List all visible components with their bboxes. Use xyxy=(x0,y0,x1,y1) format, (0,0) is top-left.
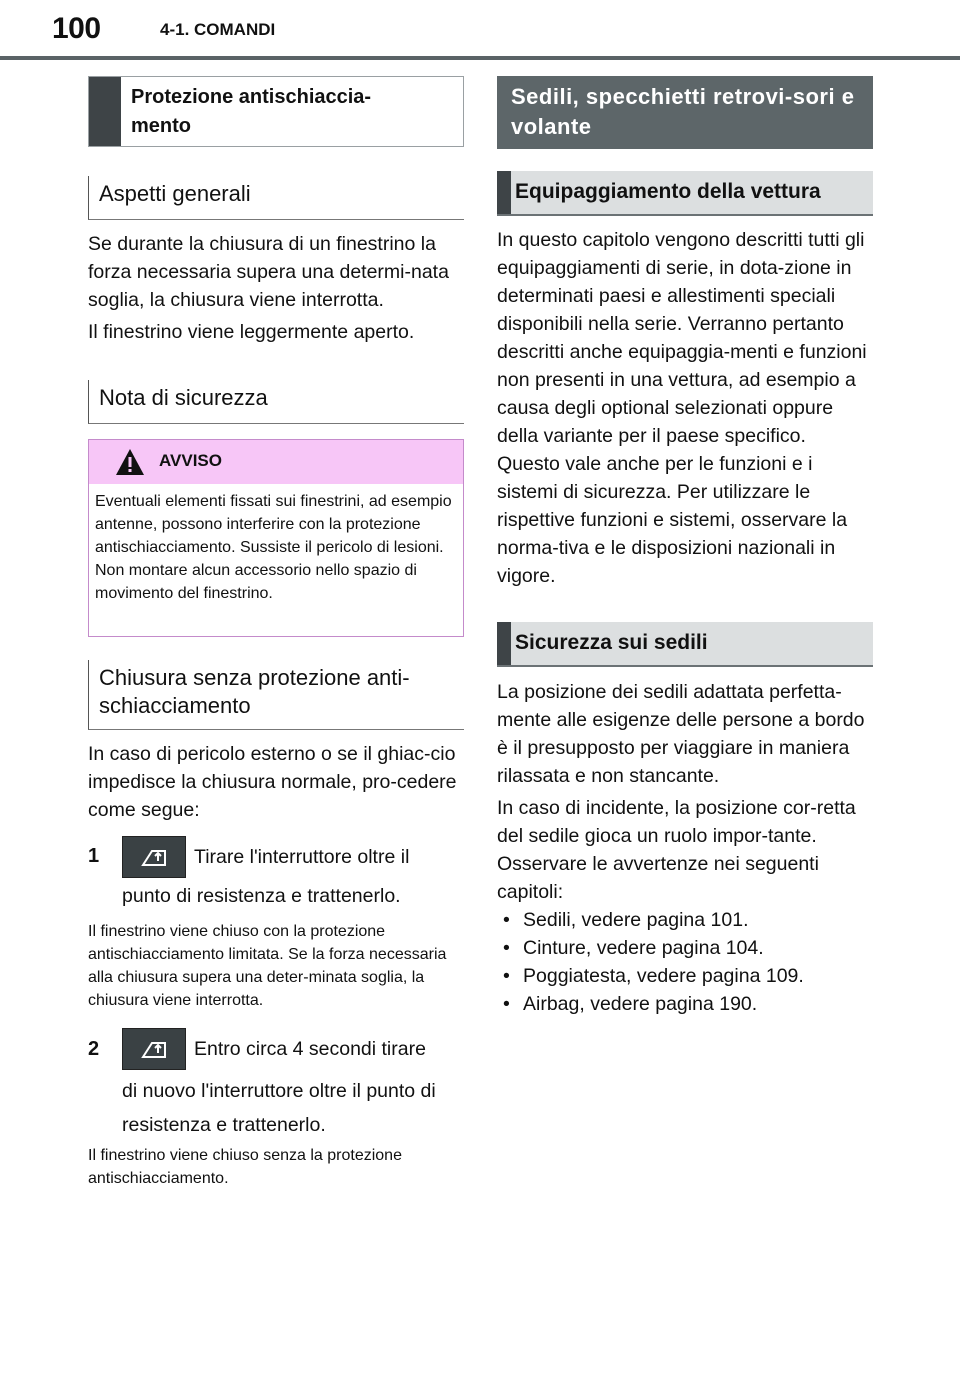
step1-note: Il finestrino viene chiuso con la protezione antischiacciamento limitata. Se la forza necessaria alla chiusura supera una deter-minata soglia, la chiusura viene interrotta. xyxy=(88,923,447,1009)
subhead-seat-safety xyxy=(497,622,873,667)
warning-box xyxy=(88,439,464,637)
window-pull-icon xyxy=(140,1037,168,1061)
step2-text-b: di nuovo l'interruttore oltre il punto di resistenza e trattenerlo. xyxy=(122,1080,436,1136)
step2-text-a: Entro circa 4 secondi tirare xyxy=(194,1038,426,1060)
warning-title-bar xyxy=(89,440,463,484)
paragraph-seat-position: La posizione dei sedili adattata perfetta-mente alle esigenze delle persone a bordo è il presupposto per viaggiare in maniera rilassata e non stancante. xyxy=(497,681,865,787)
subhead-equipment xyxy=(497,171,873,216)
section-title-text: Protezione antischiaccia-mento xyxy=(131,86,372,137)
section-title-bar xyxy=(89,77,121,146)
step1-text-a: Tirare l'interruttore oltre il xyxy=(194,846,410,868)
section-title-seats: Sedili, specchietti retrovi-sori e volante xyxy=(497,76,873,149)
subhead-safety-note: Nota di sicurezza xyxy=(88,380,464,424)
subhead-general: Aspetti generali xyxy=(88,176,464,220)
warning-body: Eventuali elementi fissati sui finestrini, ad esempio antenne, possono interferire con la protezione antischiacciamento. Sussiste il pericolo di lesioni. Non montare alcun accessorio nello spazio di movimento del finestrino. xyxy=(95,493,452,602)
reference-list xyxy=(497,906,873,1018)
subhead-no-antipinch: Chiusura senza protezione anti-schiacciamento xyxy=(88,660,464,730)
list-item: • Sedili, vedere pagina 101. xyxy=(497,906,873,934)
window-switch-icon xyxy=(122,836,186,878)
step-number: 2 xyxy=(88,1038,100,1060)
list-item: • Cinture, vedere pagina 104. xyxy=(497,934,873,962)
page-number: 100 xyxy=(52,12,101,45)
paragraph-external-danger: In caso di pericolo esterno o se il ghiac-cio impedisce la chiusura normale, pro-cedere come segue: xyxy=(88,743,457,821)
paragraph-window-opened: Il finestrino viene leggermente aperto. xyxy=(88,321,415,343)
paragraph-accident: In caso di incidente, la posizione cor-retta del sedile gioca un ruolo impor-tante. Osservare le avvertenze nei seguenti capitoli: xyxy=(497,797,856,903)
running-head: 4-1. COMANDI xyxy=(160,20,276,39)
paragraph-general: Se durante la chiusura di un finestrino la forza necessaria supera una determi-nata soglia, la chiusura viene interrotta. xyxy=(88,233,449,311)
warning-triangle-icon xyxy=(115,448,145,476)
subhead-bar xyxy=(497,171,511,214)
section-title-antipinch xyxy=(88,76,464,147)
subhead-bar xyxy=(497,622,511,665)
list-item: • Airbag, vedere pagina 190. xyxy=(497,990,873,1018)
step2-note: Il finestrino viene chiuso senza la protezione antischiacciamento. xyxy=(88,1147,402,1187)
step1-text-b: punto di resistenza e trattenerlo. xyxy=(122,885,401,907)
window-switch-icon xyxy=(122,1028,186,1070)
header-rule xyxy=(0,56,960,60)
subhead-seat-safety-text: Sicurezza sui sedili xyxy=(515,631,708,654)
warning-title: AVVISO xyxy=(159,451,222,470)
window-pull-icon xyxy=(140,845,168,869)
list-item: • Poggiatesta, vedere pagina 109. xyxy=(497,962,873,990)
subhead-equipment-text: Equipaggiamento della vettura xyxy=(515,180,821,203)
step-number: 1 xyxy=(88,845,100,867)
paragraph-equipment: In questo capitolo vengono descritti tutti gli equipaggiamenti di serie, in dota-zione in determinati paesi e allestimenti speciali disponibili nella serie. Verranno pertanto descritti anche equipaggia-menti e funzioni non presenti in una vettura, ad esempio a causa degli optional selezionati oppure della variante per il paese specifico. Questo vale anche per le funzioni e i sistemi di sicurezza. Per utilizzare le rispettive funzioni e sistemi, osservare la norma-tiva e le disposizioni nazionali in vigore. xyxy=(497,229,867,587)
